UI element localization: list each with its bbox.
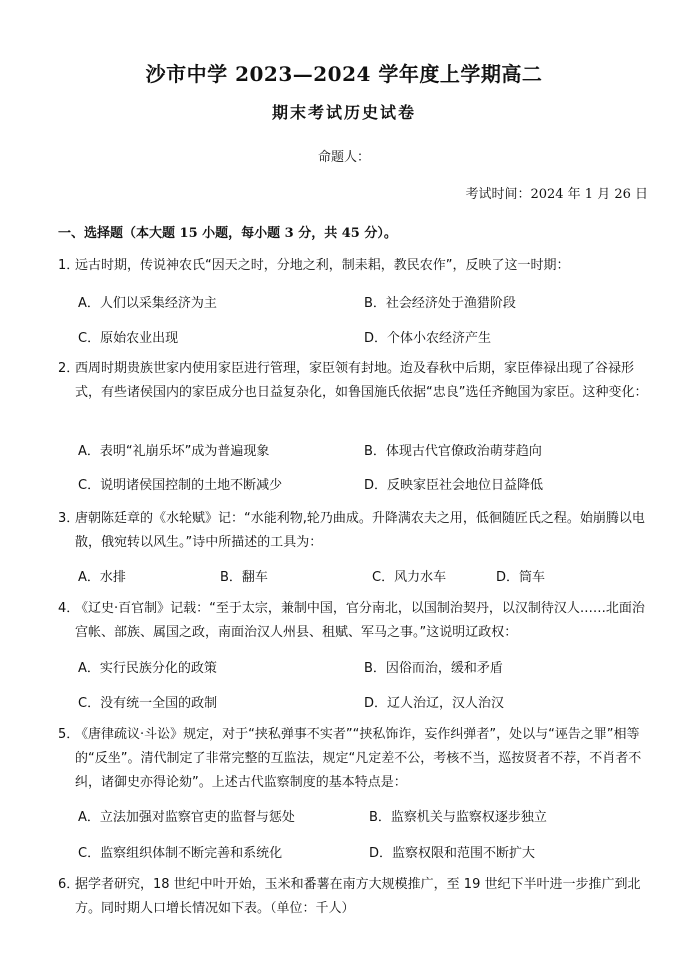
question-4 <box>58 597 648 645</box>
question-text: 远古时期，传说神农氏“因天之时，分地之利，制耒耜，教民农作”，反映了这一时期： <box>75 258 570 273</box>
question-1-option-d: D．个体小农经济产生 <box>364 331 492 346</box>
question-2-option-d: D．反映家臣社会地位日益降低 <box>364 478 544 493</box>
question-3-option-a: A．水排 <box>78 570 126 585</box>
question-text: 西周时期贵族世家内使用家臣进行管理，家臣领有封地。迨及春秋中后期，家臣俸禄出现了谷禄形式，有些诸侯国内的家臣成分也日益复杂化，如鲁国施氏依据“忠良”选任齐鲍国为家臣。这种变化： <box>75 361 648 400</box>
question-number: 6． <box>58 877 80 892</box>
question-text: 《辽史·百官制》记载：“至于太宗，兼制中国，官分南北，以国制治契丹，以汉制待汉人……北面治宫帐、部族、属国之政，南面治汉人州县、租赋、军马之事。”这说明辽政权： <box>75 601 645 640</box>
question-3-option-c: C．风力水车 <box>372 570 447 585</box>
question-2-option-a: A．表明“礼崩乐坏”成为普遍现象 <box>78 444 270 459</box>
question-4-option-a: A．实行民族分化的政策 <box>78 661 217 676</box>
question-5-option-c: C．监察组织体制不断完善和系统化 <box>78 846 283 861</box>
question-3-option-d: D．筒车 <box>496 570 546 585</box>
question-1-option-c: C．原始农业出现 <box>78 331 179 346</box>
page-subtitle: 期末考试历史试卷 <box>271 103 416 122</box>
question-6 <box>58 873 648 921</box>
question-number: 4． <box>58 601 80 616</box>
question-3 <box>58 507 648 555</box>
question-number: 2． <box>58 361 80 376</box>
question-2 <box>58 357 648 405</box>
page-title: 沙市中学 2023—2024 学年度上学期高二 <box>145 62 543 86</box>
question-4-option-d: D．辽人治辽，汉人治汉 <box>364 696 505 711</box>
question-5-option-b: B．监察机关与监察权逐步独立 <box>369 810 547 825</box>
question-text: 《唐律疏议·斗讼》规定，对于“挟私弹事不实者”“挟私饰诈，妄作纠弹者”，处以与“诬告之罪”相等的“反坐”。清代制定了非常完整的互监法，规定“凡定差不公，考核不当，巡按贤者不荐，不肖者不纠，诸御史亦得论劾”。上述古代监察制度的基本特点是： <box>75 727 642 790</box>
question-number: 1． <box>58 258 80 273</box>
question-4-option-c: C．没有统一全国的政制 <box>78 696 218 711</box>
question-2-option-b: B．体现古代官僚政治萌芽趋向 <box>364 444 542 459</box>
question-text: 据学者研究，18 世纪中叶开始，玉米和番薯在南方大规模推广，至 19 世纪下半叶进一步推广到北方。同时期人口增长情况如下表。（单位：千人） <box>75 877 641 916</box>
question-1 <box>58 254 648 278</box>
question-5 <box>58 723 648 795</box>
question-3-option-b: B．翻车 <box>220 570 268 585</box>
question-number: 5． <box>58 727 80 742</box>
question-1-option-a: A．人们以采集经济为主 <box>78 296 217 311</box>
question-1-option-b: B．社会经济处于渔猎阶段 <box>364 296 516 311</box>
question-text: 唐朝陈廷章的《水轮赋》记：“水能利物,轮乃曲成。升降满农夫之用，低徊随匠氏之程。始崩腾以电散，俄宛转以风生。”诗中所描述的工具为： <box>75 511 645 550</box>
exam-time: 考试时间：2024 年 1 月 26 日 <box>465 187 648 202</box>
question-2-option-c: C．说明诸侯国控制的土地不断减少 <box>78 478 283 493</box>
question-setter: 命题人： <box>317 150 370 165</box>
question-5-option-d: D．监察权限和范围不断扩大 <box>369 846 536 861</box>
question-number: 3． <box>58 511 80 526</box>
question-4-option-b: B．因俗而治，缓和矛盾 <box>364 661 503 676</box>
question-5-option-a: A．立法加强对监察官吏的监督与惩处 <box>78 810 295 825</box>
section-heading: 一、选择题（本大题 15 小题，每小题 3 分，共 45 分）。 <box>58 226 397 241</box>
